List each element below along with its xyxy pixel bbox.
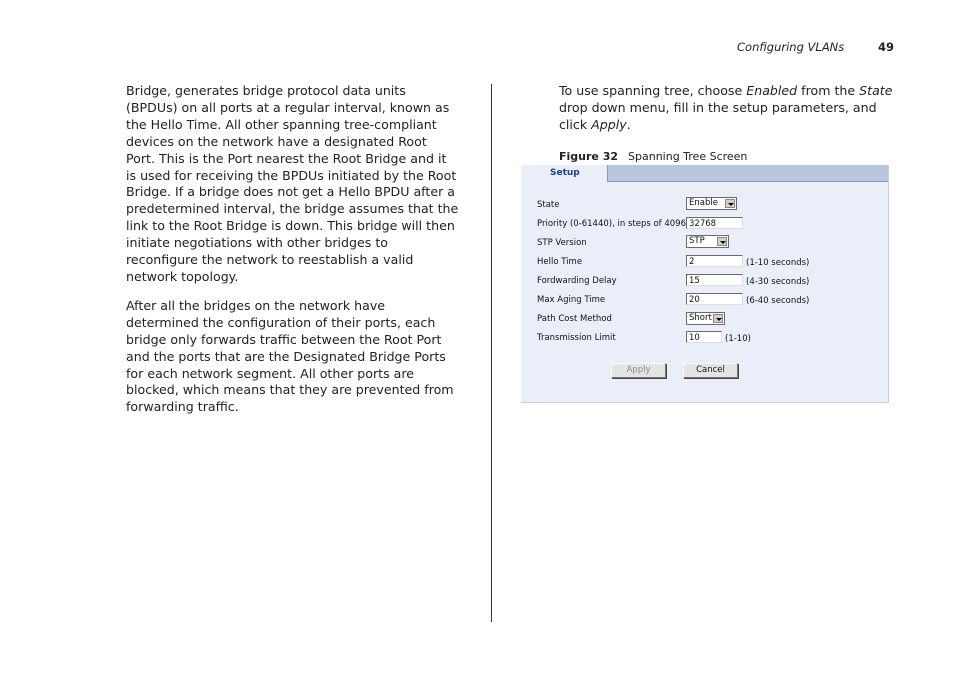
right-column [559, 83, 893, 134]
stp-version-select-value: STP [689, 236, 705, 246]
path-cost-method-select[interactable] [686, 312, 725, 325]
tab-setup-label: Setup [550, 168, 580, 178]
figure-title: Spanning Tree Screen [628, 150, 748, 163]
dropdown-arrow-icon[interactable] [713, 314, 723, 323]
path-cost-method-label: Path Cost Method [537, 314, 612, 324]
forwarding-delay-label: Fordwarding Delay [537, 276, 617, 286]
hello-time-label: Hello Time [537, 257, 583, 267]
intro-emphasis-state: State [859, 83, 893, 98]
max-aging-time-input[interactable]: 20 [686, 293, 743, 305]
intro-paragraph [559, 83, 893, 134]
transmission-limit-range: (1-10) [725, 334, 751, 344]
column-divider [491, 84, 492, 622]
figure-caption [559, 150, 747, 163]
running-header-title: Configuring VLANs [737, 40, 845, 54]
page-number: 49 [878, 40, 895, 54]
forwarding-delay-input[interactable]: 15 [686, 274, 743, 286]
state-label: State [537, 200, 560, 210]
body-paragraph-2: After all the bridges on the network have determined the configuration of their ports, each bridge only forwards traffic between the Root Port and the ports that are the Designated Bridge Ports for each network segment. All other ports are blocked, which means that they are prevented from forwarding traffic. [126, 297, 454, 415]
hello-time-input[interactable]: 2 [686, 255, 743, 267]
tab-setup[interactable] [521, 165, 608, 182]
spanning-tree-screen [521, 165, 889, 403]
figure-number: Figure 32 [559, 150, 619, 163]
apply-button[interactable]: Apply [611, 363, 666, 378]
dropdown-arrow-icon[interactable] [725, 199, 735, 208]
priority-input[interactable]: 32768 [686, 217, 743, 229]
transmission-limit-label: Transmission Limit [537, 333, 616, 343]
stp-version-select[interactable] [686, 235, 729, 248]
left-column [126, 83, 459, 428]
intro-text: from the [797, 83, 860, 98]
intro-text: drop down menu, fill in the setup parameters, and click [559, 99, 877, 132]
intro-text: To use spanning tree, choose [559, 83, 747, 98]
stp-version-label: STP Version [537, 238, 587, 248]
hello-time-range: (1-10 seconds) [746, 258, 810, 268]
body-paragraph-1: Bridge, generates bridge protocol data units (BPDUs) on all ports at a regular interval, known as the Hello Time. All other spanning tree-compliant devices on the network have a designated Root Port. This is the Port nearest the Root Bridge and it is used for receiving the BPDUs initiated by the Root Bridge. If a bridge does not get a Hello BPDU after a predetermined interval, the bridge assumes that the link to the Root Bridge is down. This bridge will then initiate negotiations with other bridges to reconfigure the network to reestablish a valid network topology. [126, 83, 459, 284]
priority-label: Priority (0-61440), in steps of 4096 [537, 219, 686, 229]
intro-emphasis-apply: Apply [591, 116, 627, 132]
max-aging-time-range: (6-40 seconds) [746, 296, 810, 306]
transmission-limit-input[interactable]: 10 [686, 331, 722, 343]
path-cost-method-select-value: Short [689, 313, 712, 323]
state-select-value: Enable [689, 198, 718, 208]
forwarding-delay-range: (4-30 seconds) [746, 277, 810, 287]
cancel-button[interactable]: Cancel [683, 363, 738, 378]
dropdown-arrow-icon[interactable] [717, 237, 727, 246]
state-select[interactable] [686, 197, 737, 210]
intro-emphasis-enabled: Enabled [746, 83, 798, 98]
max-aging-time-label: Max Aging Time [537, 295, 606, 305]
intro-text: . [626, 116, 631, 132]
